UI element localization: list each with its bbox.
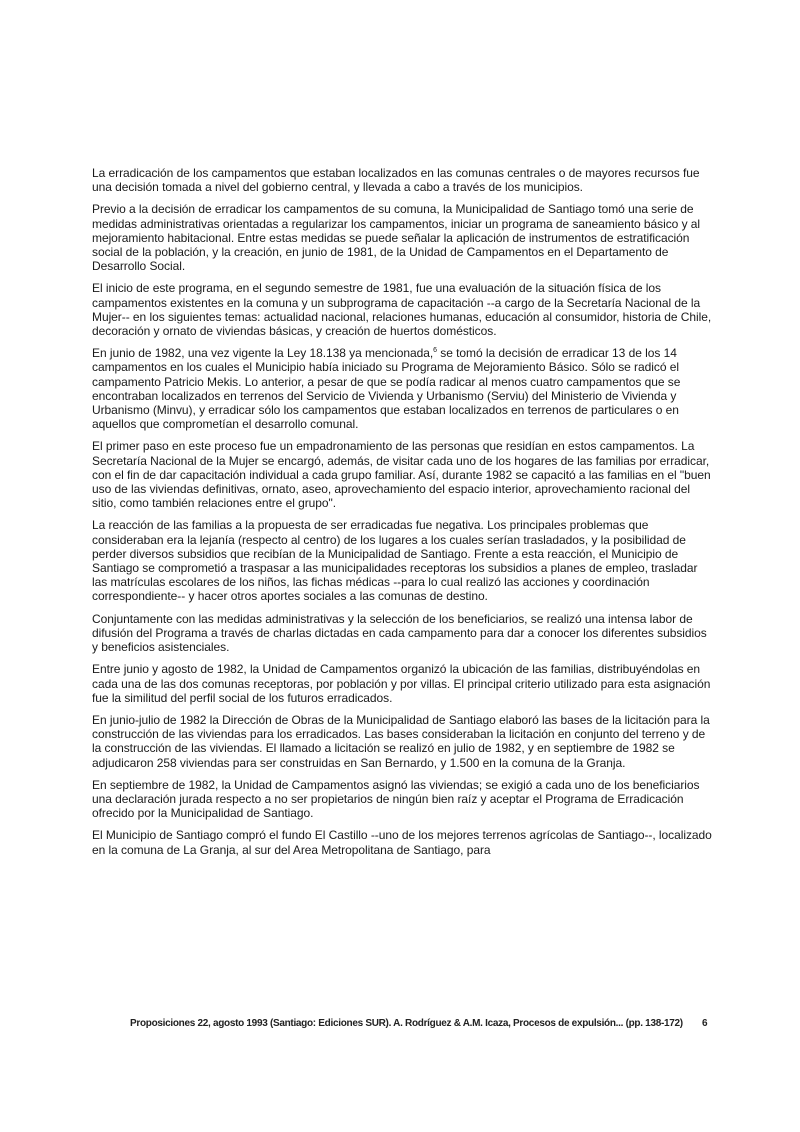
paragraph-4-text-after: se tomó la decisión de erradicar 13 de los 14 campamentos en los cuales el Municipio había iniciado su Programa de Mejoramiento Básico. Sólo se radicó el campamento Patricio Mekis. Lo anterior, a pesar de que se podía radicar al menos cuatro campamentos que se encontraban localizados en terrenos del Servicio de Vivienda y Urbanismo (Serviu) del Ministerio de Vivienda y Urbanismo (Minvu), y erradicar sólo los campamentos que estaban localizados en terrenos de particulares o en aquellos que comprometían el desarrollo comunal. (92, 346, 681, 432)
page-number: 6 (702, 1018, 708, 1029)
paragraph-2: Previo a la decisión de erradicar los campamentos de su comuna, la Municipalidad de Santiago tomó una serie de medidas administrativas orientadas a regularizar los campamentos, iniciar un programa de saneamiento básico y al mejoramiento habitacional. Entre estas medidas se puede señalar la aplicación de instrumentos de estratificación social de la población, y la creación, en junio de 1981, de la Unidad de Campamentos en el Departamento de Desarrollo Social. (92, 202, 701, 274)
paragraph-4-text-before: En junio de 1982, una vez vigente la Ley 18.138 ya mencionada, (92, 346, 434, 361)
paragraph-1: La erradicación de los campamentos que estaban localizados en las comunas centrales o de mayores recursos fue una decisión tomada a nivel del gobierno central, y llevada a cabo a través de los municipios. (92, 166, 700, 195)
paragraph-6: La reacción de las familias a la propuesta de ser erradicadas fue negativa. Los principales problemas que consideraban era la lejanía (respecto al centro) de los lugares a los cuales serían trasladados, y la posibilidad de perder diversos subsidios que recibían de la Municipalidad de Santiago. Frente a esta reacción, el Municipio de Santiago se comprometió a traspasar a las municipalidades receptoras los subsidios a planes de empleo, trasladar las matrículas escolares de los niños, las fichas médicas --para lo cual realizó las acciones y coordinación correspondiente-- y hacer otros aportes sociales a las comunas de destino. (92, 518, 698, 604)
paragraph-3: El inicio de este programa, en el segundo semestre de 1981, fue una evaluación de la situación física de los campamentos existentes en la comuna y un subprograma de capacitación --a cargo de la Secretaría Nacional de la Mujer-- en los siguientes temas: actualidad nacional, relaciones humanas, educación al consumidor, historia de Chile, decoración y ornato de viviendas básicas, y creación de huertos domésticos. (92, 281, 712, 339)
document-body (92, 166, 712, 865)
paragraph-8: Entre junio y agosto de 1982, la Unidad de Campamentos organizó la ubicación de las familias, distribuyéndolas en cada una de las dos comunas receptoras, por población y por villas. El principal criterio utilizado para esta asignación fue la similitud del perfil social de los futuros erradicados. (92, 662, 711, 705)
paragraph-4 (92, 346, 712, 431)
paragraph-9: En junio-julio de 1982 la Dirección de Obras de la Municipalidad de Santiago elaboró las bases de la licitación para la construcción de las viviendas para los erradicados. Las bases consideraban la licitación en conjunto del terreno y de la construcción de las viviendas. El llamado a licitación se realizó en julio de 1982, y en septiembre de 1982 se adjudicaron 258 viviendas para ser construidas en San Bernardo, y 1.500 en la comuna de la Granja. (92, 712, 710, 770)
footer-citation: Proposiciones 22, agosto 1993 (Santiago: Ediciones SUR). A. Rodríguez & A.M. Icaza, Procesos de expulsión... (pp. 138-172) (130, 1018, 683, 1029)
paragraph-10: En septiembre de 1982, la Unidad de Campamentos asignó las viviendas; se exigió a cada uno de los beneficiarios una declaración jurada respecto a no ser propietarios de ningún bien raíz y aceptar el Programa de Erradicación ofrecido por la Municipalidad de Santiago. (92, 777, 700, 821)
paragraph-11: El Municipio de Santiago compró el fundo El Castillo --uno de los mejores terrenos agrícolas de Santiago--, localizado en la comuna de La Granja, al sur del Area Metropolitana de Santiago, para (92, 828, 712, 857)
footnote-marker[interactable]: 6 (433, 347, 437, 355)
paragraph-7: Conjuntamente con las medidas administrativas y la selección de los beneficiarios, se realizó una intensa labor de difusión del Programa a través de charlas dictadas en cada campamento para dar a conocer los diferentes subsidios y beneficios asistenciales. (92, 611, 707, 655)
paragraph-5: El primer paso en este proceso fue un empadronamiento de las personas que residían en estos campamentos. La Secretaría Nacional de la Mujer se encargó, además, de visitar cada uno de los hogares de las familias por erradicar, con el fin de dar capacitación individual a cada grupo familiar. Así, durante 1982 se capacitó a las familias en el "buen uso de las viviendas definitivas, ornato, aseo, aprovechamiento del espacio interior, aprovechamiento racional del sitio, como también relaciones entre el grupo". (92, 439, 711, 511)
page-footer (130, 1018, 710, 1029)
